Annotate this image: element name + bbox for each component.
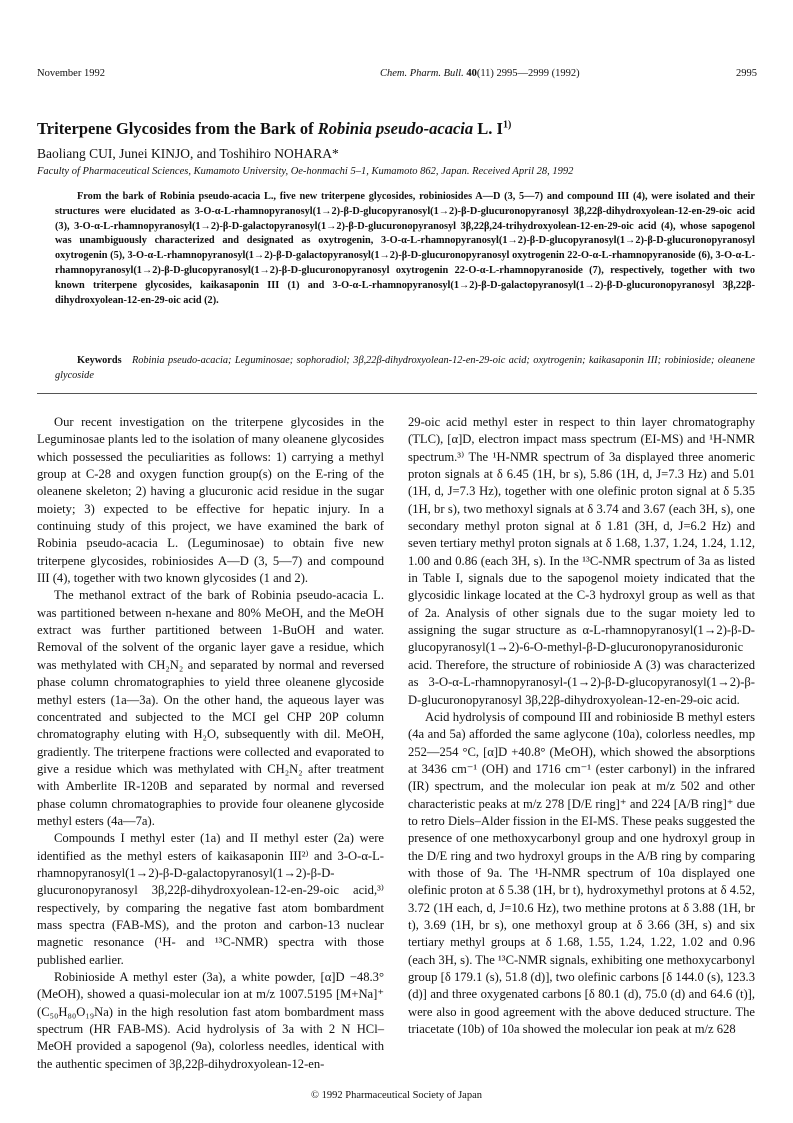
paragraph: 29-oic acid methyl ester in respect to thin layer chromatography (TLC), [α]D, electron impact mass spectrum (EI-MS) and ¹H-NMR spectrum.³⁾ The ¹H-NMR spectrum of 3a displayed three anomeric proton signals at δ 6.45 (1H, br s), 5.86 (1H, d, J=7.3 Hz) and 5.01 (1H, d, J=7.3 Hz), together with one olefinic proton signal at δ 5.35 (1H, br s), two methoxyl signals at δ 3.74 and 3.67 (each 3H, s), one secondary methyl proton signal at δ 1.81 (3H, d, J=6.2 Hz) and seven tertiary methyl proton signals at δ 1.68, 1.37, 1.24, 1.24, 1.12, 1.00 and 0.86 (each 3H, s). In the ¹³C-NMR spectrum of 3a as listed in Table I, signals due to the sapogenol moiety indicated that the glycosidic linkage located at the C-3 hydroxyl group as well as that of 2a. Analysis of other signals due to the sugar moiety led to assigning the sugar structure as α-L-rhamnopyranosyl(1→2)-β-D-glucopyranosyl(1→2)-6-O-methyl-β-D-glucuronopyranosiduronic acid. Therefore, the structure of robinioside A (3) was characterized as 3-O-α-L-rhamnopyranosyl-(1→2)-β-D-glucopyranosyl(1→2)-β-D-glucuronopyranosyl 3β,22β-dihydroxyolean-12-en-29-oic acid.: [408, 415, 755, 707]
keywords-text: Robinia pseudo-acacia; Leguminosae; sophoradiol; 3β,22β-dihydroxyolean-12-en-29-oic acid; oxytrogenin; kaikasaponin III; robinioside; oleanene glycoside: [55, 355, 755, 381]
header-page-number: 2995: [736, 68, 757, 79]
journal-volume: 40: [466, 68, 477, 79]
left-column: [37, 414, 384, 1073]
paragraph: Our recent investigation on the triterpene glycosides in the Leguminosae plants led to the isolation of many oleanene glycosides which possessed the peculiarities as follows: 1) carrying a methyl group at C-28 and oxygen function group(s) on the E-ring of the oleanene skeleton; 2) having a glucuronic acid residue in the sugar moiety; 3) expected to be effective for hepatic injury. In a continuing study of this project, we have examined the bark of Robinia pseudo-acacia L. (Leguminosae) to obtain five new triterpene glycosides, robiniosides A—D (3, 5—7) and compound III (4), together with two known glycosides (1 and 2).: [37, 415, 384, 586]
keywords-label: Keywords: [77, 355, 122, 366]
paragraph: Compounds I methyl ester (1a) and II methyl ester (2a) were identified as the methyl esters of kaikasaponin III²⁾ and 3-O-α-L-rhamnopyranosyl(1→2)-β-D-galactopyranosyl(1→2)-β-D-glucuronopyranosyl 3β,22β-dihydroxyolean-12-en-29-oic acid,³⁾ respectively, by comparing the negative fast atom bombardment mass spectra (FAB-MS), and the proton and carbon-13 nuclear magnetic resonance (¹H- and ¹³C-NMR) spectra with those published earlier.: [37, 831, 384, 967]
header-citation: [380, 68, 580, 79]
affiliation: Faculty of Pharmaceutical Sciences, Kumamoto University, Oe-honmachi 5–1, Kumamoto 862, Japan. Received April 28, 1992: [37, 166, 574, 177]
header-date: November 1992: [37, 68, 105, 79]
copyright-footer: © 1992 Pharmaceutical Society of Japan: [311, 1090, 482, 1101]
title-main: Triterpene Glycosides from the Bark of: [37, 119, 318, 138]
authors: Baoliang CUI, Junei KINJO, and Toshihiro NOHARA*: [37, 146, 339, 161]
title-suffix: L. I: [473, 119, 503, 138]
journal-name: Chem. Pharm. Bull.: [380, 68, 464, 79]
title-ref: 1): [502, 119, 512, 131]
journal-issue-pages: (11) 2995—2999 (1992): [476, 68, 580, 79]
title-species: Robinia pseudo-acacia: [317, 119, 474, 138]
abstract: From the bark of Robinia pseudo-acacia L., five new triterpene glycosides, robiniosides A—D (3, 5—7) and compound III (4), were isolated and their structures were elucidated as 3-O-α-L-rhamnopyranosyl(1→2)-β-D-glucopyranosyl(1→2)-β-D-glucuronopyranosyl 3β,22β-dihydroxyolean-12-en-29-oic acid (3), 3-O-α-L-rhamnopyranosyl(1→2)-β-D-galactopyranosyl(1→2)-β-D-glucuronopyranosyl 3β,22β,24-trihydroxyolean-12-en-29-oic acid (4), whose sapogenol was unambiguously characterized and designated as oxytrogenin, 3-O-α-L-rhamnopyranosyl(1→2)-β-D-glucopyranosyl(1→2)-β-D-glucuronopyranosyl oxytrogenin (5), 3-O-α-L-rhamnopyranosyl(1→2)-β-D-galactopyranosyl(1→2)-β-D-glucuronopyranosyl oxytrogenin 22-O-α-L-rhamnopyranoside (6), 3-O-α-L-rhamnopyranosyl(1→2)-β-D-glucopyranosyl(1→2)-β-D-glucuronopyranosyl oxytrogenin 22-O-α-L-rhamnopyranoside (7), respectively, together with two known triterpene glycosides, kaikasaponin III (1) and 3-O-α-L-rhamnopyranosyl(1→2)-β-D-galactopyranosyl(1→2)-β-D-glucuronopyranosyl 3β,22β-dihydroxyolean-12-en-29-oic acid (2).: [55, 191, 755, 306]
article-title: [37, 119, 757, 139]
keywords: [55, 354, 755, 383]
paragraph: The methanol extract of the bark of Robinia pseudo-acacia L. was partitioned between n-hexane and 80% MeOH, and the MeOH extract was further partitioned between 1-BuOH and water. Removal of the solvent of the organic layer gave a residue, which was methylated with CH₂N₂ and separated by normal and reversed phase column chromatographies to yield three oleanene glycoside methyl esters (1a—3a). On the other hand, the aqueous layer was concentrated and subjected to the MCI gel CHP 20P column chromatography eluting with H₂O, subsequently with dil. MeOH, gradiently. The triterpene fractions were collected and evaporated to give a residue which was methylated with CH₂N₂ after treatment with Amberlite IR-120B and separated by normal and reversed phase column chromatographies to provide four oleanene glycoside methyl esters (4a—7a).: [37, 588, 384, 828]
right-column: [408, 414, 755, 1038]
paragraph: Robinioside A methyl ester (3a), a white powder, [α]D −48.3° (MeOH), showed a quasi-molecular ion at m/z 1007.5195 [M+Na]⁺ (C₅₀H₈₀O₁₉Na) in the high resolution fast atom bombardment mass spectrum (HR FAB-MS). Acid hydrolysis of 3a with 2 N HCl–MeOH provided a sapogenol (9a), colorless needles, identical with the authentic specimen of 3β,22β-dihydroxyolean-12-en-: [37, 970, 384, 1071]
paragraph: Acid hydrolysis of compound III and robinioside B methyl esters (4a and 5a) afforded the same aglycone (10a), colorless needles, mp 252—254 °C, [α]D +40.8° (MeOH), which showed the absorptions at 3436 cm⁻¹ (OH) and 1716 cm⁻¹ (ester carbonyl) in the infrared (IR) spectrum, and the molecular ion peak at m/z 502 and other characteristic peaks at m/z 278 [D/E ring]⁺ and 224 [A/B ring]⁺ due to retro Diels–Alder fission in the EI-MS. These peaks suggested the presence of one methoxycarbonyl group and one hydroxyl group in the D/E ring and two hydroxyl groups in the A/B ring by comparing with those of 9a. The ¹H-NMR spectrum of 10a displayed one olefinic proton at δ 5.38 (1H, br t), hydroxymethyl protons at δ 4.52, 3.72 (1H each, d, J=10.6 Hz), two methine protons at δ 3.88 (1H, br t), 3.69 (1H, br s), one methoxyl group at δ 3.66 (3H, s) and six tertiary methyl groups at δ 1.68, 1.55, 1.24, 1.22, 1.02 and 0.96 (each 3H, s). The ¹³C-NMR signals, exhibiting one methoxycarbonyl group [δ 179.1 (s), 51.8 (d)], two olefinic carbons [δ 144.0 (s), 123.3 (d)] and three oxygenated carbons [δ 80.1 (d), 75.0 (d) and 64.6 (t)], were also in good agreement with the above deduced structure. The triacetate (10b) of 10a showed the molecular ion peak at m/z 628: [408, 709, 755, 1037]
section-divider: [37, 393, 757, 394]
